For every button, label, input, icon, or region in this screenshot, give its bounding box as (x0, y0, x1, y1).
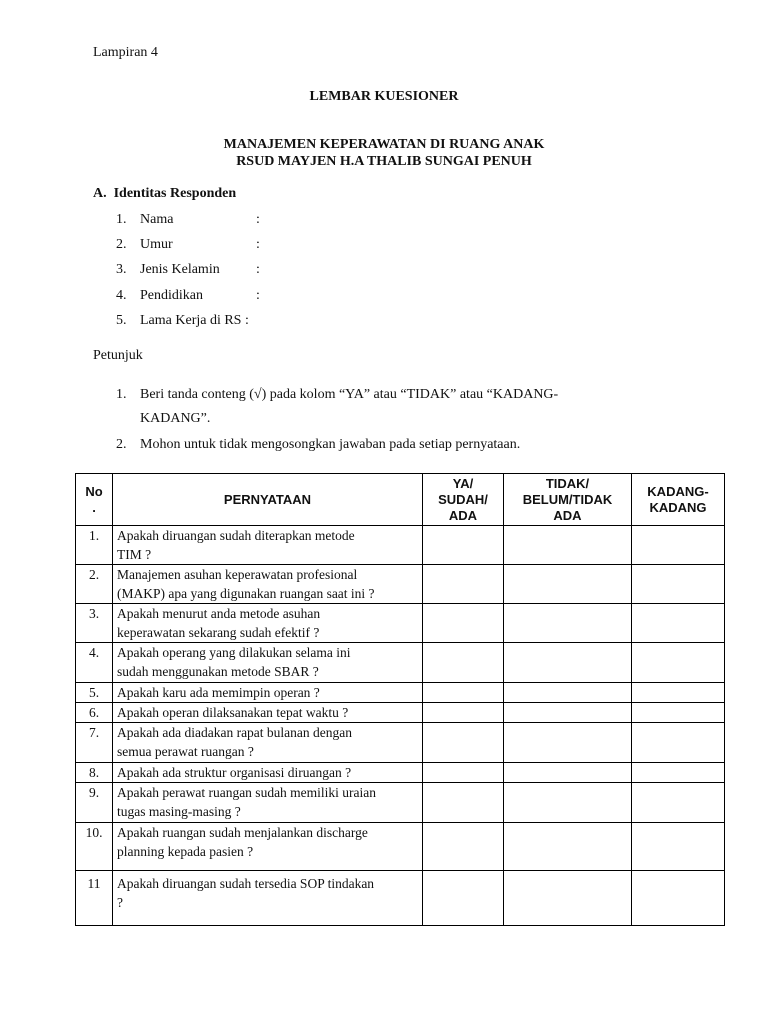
answer-cell-sometimes[interactable] (632, 526, 725, 565)
statement-line-2: (MAKP) apa yang digunakan ruangan saat ini ? (117, 586, 375, 601)
statement-line-1: Apakah ruangan sudah menjalankan discharge (117, 825, 368, 840)
statement-line-2: tugas masing-masing ? (117, 804, 241, 819)
table-row (76, 703, 725, 723)
row-statement (113, 763, 423, 783)
header-yes (423, 474, 504, 526)
answer-cell-no[interactable] (504, 526, 632, 565)
answer-cell-sometimes[interactable] (632, 683, 725, 703)
table-row (76, 823, 725, 871)
row-statement (113, 703, 423, 723)
row-statement (113, 823, 423, 871)
answer-cell-yes[interactable] (423, 723, 504, 763)
answer-cell-yes[interactable] (423, 823, 504, 871)
row-statement (113, 683, 423, 703)
table-row (76, 683, 725, 703)
row-statement (113, 526, 423, 565)
table-header-row (76, 474, 725, 526)
header-yes-line-3: ADA (448, 507, 478, 523)
answer-cell-sometimes[interactable] (632, 723, 725, 763)
header-no-line-1: TIDAK/ (545, 475, 590, 491)
statement-line-2: semua perawat ruangan ? (117, 744, 254, 759)
header-yes-line-2: SUDAH/ (438, 491, 488, 507)
answer-cell-yes[interactable] (423, 683, 504, 703)
row-statement (113, 723, 423, 763)
answer-cell-sometimes[interactable] (632, 783, 725, 823)
answer-cell-no[interactable] (504, 703, 632, 723)
row-number: 5. (76, 683, 113, 703)
statement-line-2: sudah menggunakan metode SBAR ? (117, 664, 319, 679)
field-number: 1. (116, 212, 127, 227)
table-row (76, 526, 725, 565)
header-statement: PERNYATAAN (113, 474, 423, 526)
row-statement (113, 871, 423, 926)
field-number: 2. (116, 237, 127, 252)
subtitle-line-1: MANAJEMEN KEPERAWATAN DI RUANG ANAK (223, 137, 545, 152)
header-number-line-2: . (92, 499, 96, 515)
answer-cell-no[interactable] (504, 604, 632, 643)
answer-cell-yes[interactable] (423, 763, 504, 783)
field-colon: : (256, 288, 260, 303)
section-a-heading: A. Identitas Responden (93, 186, 237, 201)
field-colon: : (256, 237, 260, 252)
field-label: Pendidikan (140, 288, 203, 303)
header-no (504, 474, 632, 526)
answer-cell-yes[interactable] (423, 604, 504, 643)
header-yes-line-1: YA/ (452, 475, 474, 491)
table-row (76, 643, 725, 683)
instruction-text-line-1: Beri tanda conteng (√) pada kolom “YA” atau “TIDAK” atau “KADANG- (140, 387, 559, 402)
row-number: 11 (76, 871, 113, 926)
answer-cell-no[interactable] (504, 565, 632, 604)
form-title: LEMBAR KUESIONER (309, 89, 459, 104)
row-number: 1. (76, 526, 113, 565)
instructions-heading: Petunjuk (93, 348, 143, 363)
answer-cell-yes[interactable] (423, 703, 504, 723)
statement-line-2: ? (117, 895, 123, 910)
answer-cell-no[interactable] (504, 683, 632, 703)
answer-cell-no[interactable] (504, 763, 632, 783)
field-label: Lama Kerja di RS : (140, 313, 249, 328)
instruction-text-line-1: Mohon untuk tidak mengosongkan jawaban pada setiap pernyataan. (140, 437, 521, 452)
header-sometimes-line-2: KADANG (649, 499, 707, 515)
statement-line-1: Apakah menurut anda metode asuhan (117, 606, 321, 621)
statement-line-1: Apakah diruangan sudah tersedia SOP tindakan (117, 876, 375, 891)
answer-cell-sometimes[interactable] (632, 604, 725, 643)
row-statement (113, 783, 423, 823)
field-label: Nama (140, 212, 174, 227)
appendix-label: Lampiran 4 (93, 45, 158, 60)
answer-cell-no[interactable] (504, 643, 632, 683)
answer-cell-sometimes[interactable] (632, 823, 725, 871)
header-number (76, 474, 113, 526)
table-row (76, 723, 725, 763)
table-row (76, 783, 725, 823)
answer-cell-no[interactable] (504, 871, 632, 926)
field-colon: : (256, 212, 260, 227)
row-number: 6. (76, 703, 113, 723)
answer-cell-no[interactable] (504, 723, 632, 763)
row-number: 9. (76, 783, 113, 823)
field-number: 3. (116, 262, 127, 277)
row-statement (113, 604, 423, 643)
statement-line-1: Apakah diruangan sudah diterapkan metode (117, 528, 355, 543)
statement-line-1: Apakah operang yang dilakukan selama ini (117, 645, 351, 660)
row-number: 8. (76, 763, 113, 783)
row-number: 4. (76, 643, 113, 683)
statement-line-1: Apakah operan dilaksanakan tepat waktu ? (117, 705, 349, 720)
header-number-line-1: No (85, 483, 103, 499)
answer-cell-yes[interactable] (423, 871, 504, 926)
statement-line-1: Apakah karu ada memimpin operan ? (117, 685, 320, 700)
answer-cell-yes[interactable] (423, 783, 504, 823)
header-sometimes-line-1: KADANG- (647, 483, 709, 499)
answer-cell-no[interactable] (504, 823, 632, 871)
statement-line-2: keperawatan sekarang sudah efektif ? (117, 625, 320, 640)
answer-cell-yes[interactable] (423, 565, 504, 604)
subtitle-line-2: RSUD MAYJEN H.A THALIB SUNGAI PENUH (236, 154, 532, 169)
table-row (76, 565, 725, 604)
field-colon: : (256, 262, 260, 277)
field-number: 4. (116, 288, 127, 303)
answer-cell-yes[interactable] (423, 526, 504, 565)
answer-cell-yes[interactable] (423, 643, 504, 683)
questionnaire-table (75, 473, 725, 926)
instruction-text-line-2: KADANG”. (140, 411, 211, 426)
table-row (76, 763, 725, 783)
row-number: 7. (76, 723, 113, 763)
statement-line-1: Manajemen asuhan keperawatan profesional (117, 567, 358, 582)
answer-cell-sometimes[interactable] (632, 871, 725, 926)
field-label: Umur (140, 237, 173, 252)
answer-cell-sometimes[interactable] (632, 643, 725, 683)
field-number: 5. (116, 313, 127, 328)
instruction-number: 1. (116, 387, 127, 402)
row-number: 3. (76, 604, 113, 643)
row-number: 10. (76, 823, 113, 871)
statement-line-2: TIM ? (117, 547, 152, 562)
field-label: Jenis Kelamin (140, 262, 220, 277)
answer-cell-sometimes[interactable] (632, 703, 725, 723)
answer-cell-sometimes[interactable] (632, 763, 725, 783)
answer-cell-no[interactable] (504, 783, 632, 823)
statement-line-1: Apakah ada diadakan rapat bulanan dengan (117, 725, 353, 740)
statement-line-2: planning kepada pasien ? (117, 844, 254, 859)
row-statement (113, 643, 423, 683)
instruction-number: 2. (116, 437, 127, 452)
table-row (76, 604, 725, 643)
header-no-line-2: BELUM/TIDAK (522, 491, 613, 507)
statement-line-1: Apakah perawat ruangan sudah memiliki uraian (117, 785, 377, 800)
row-number: 2. (76, 565, 113, 604)
header-sometimes (632, 474, 725, 526)
header-no-line-3: ADA (553, 507, 582, 523)
row-statement (113, 565, 423, 604)
statement-line-1: Apakah ada struktur organisasi diruangan ? (117, 765, 352, 780)
table-row (76, 871, 725, 926)
answer-cell-sometimes[interactable] (632, 565, 725, 604)
